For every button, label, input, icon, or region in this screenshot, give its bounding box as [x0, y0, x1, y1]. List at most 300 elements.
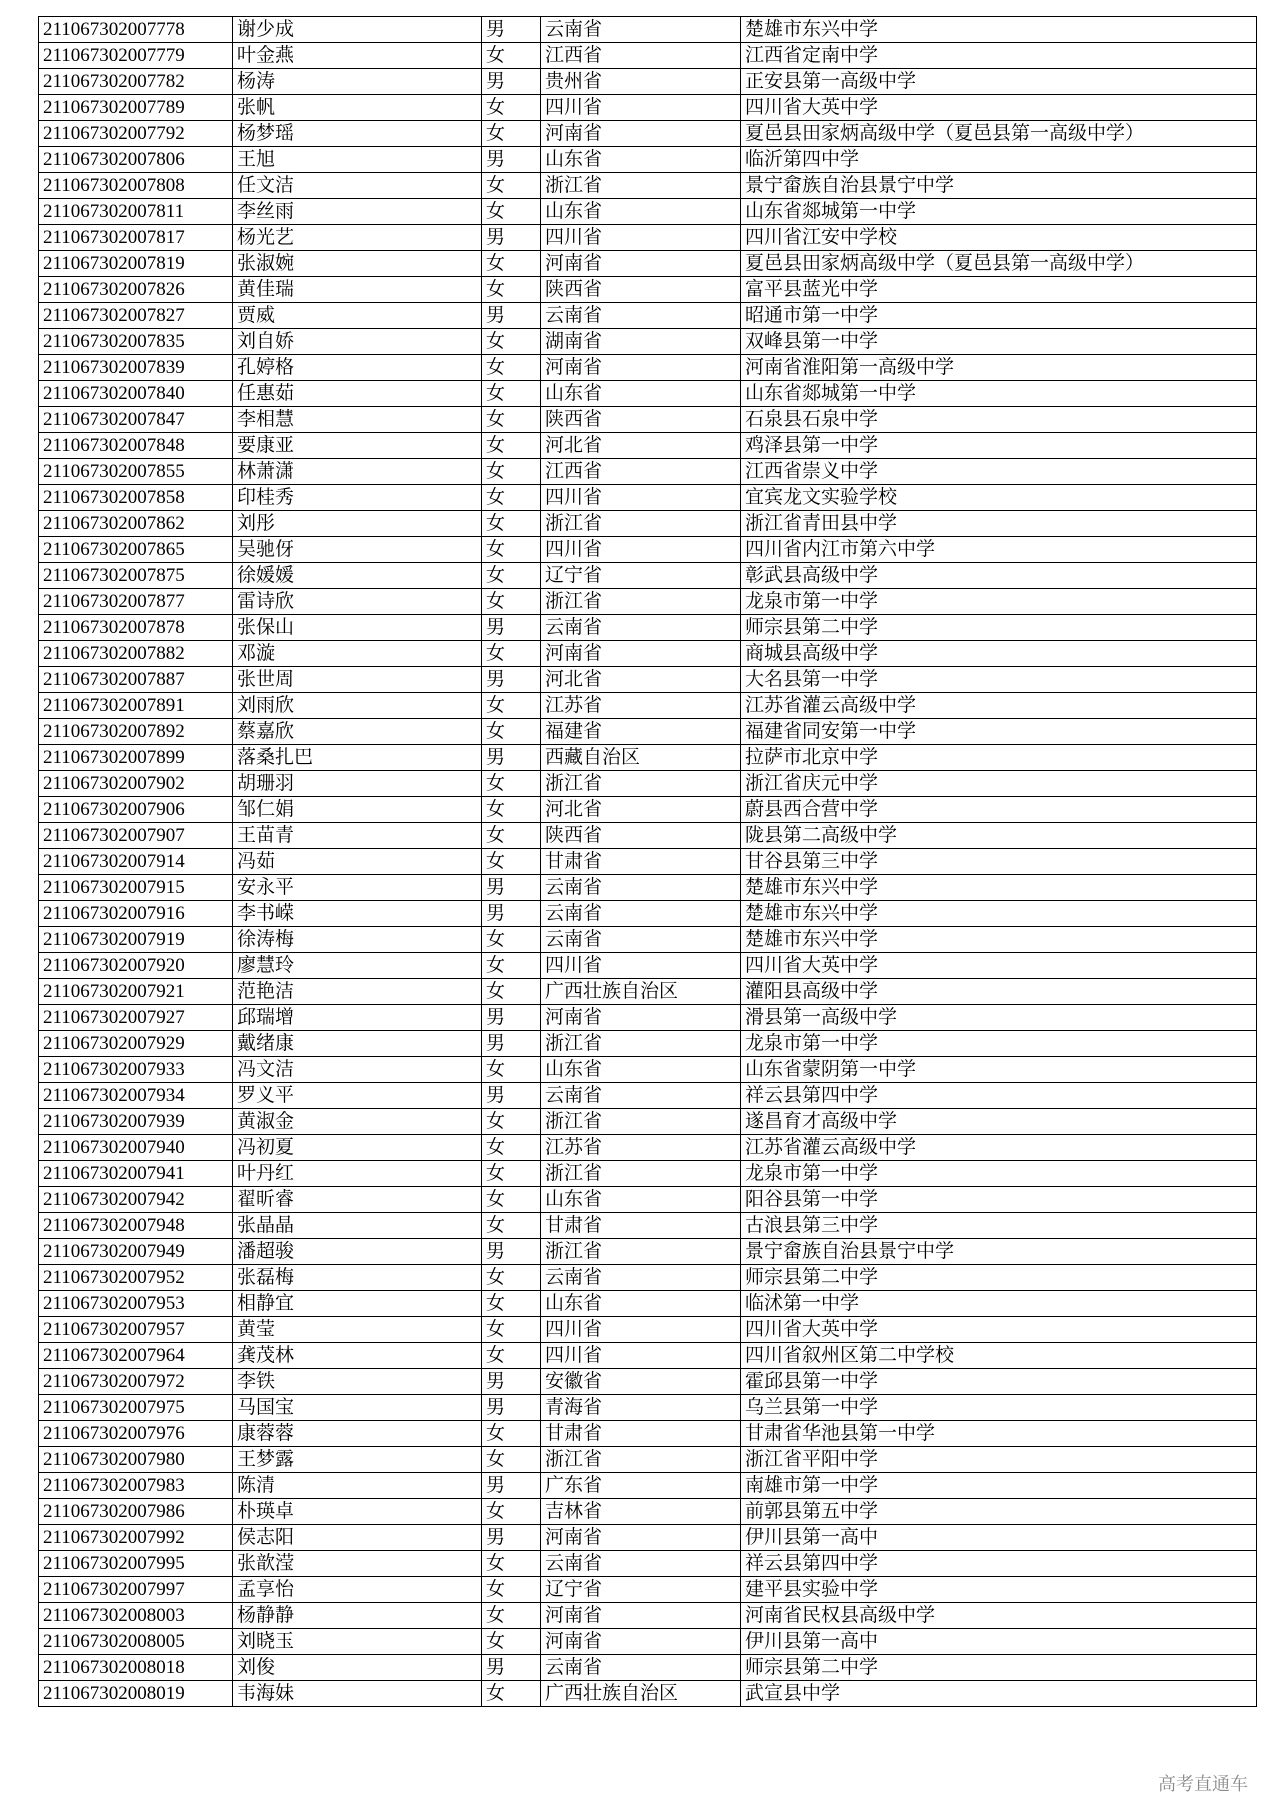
gender-cell: 女	[482, 849, 541, 875]
exam-number-cell: 211067302007855	[39, 459, 233, 485]
table-row	[39, 589, 1257, 615]
school-cell: 师宗县第二中学	[741, 1655, 1257, 1681]
gender-cell: 女	[482, 511, 541, 537]
exam-number-cell: 211067302007902	[39, 771, 233, 797]
name-cell: 李丝雨	[233, 199, 482, 225]
name-cell: 印桂秀	[233, 485, 482, 511]
name-cell: 翟昕睿	[233, 1187, 482, 1213]
exam-number-cell: 211067302007975	[39, 1395, 233, 1421]
exam-number-cell: 211067302007976	[39, 1421, 233, 1447]
name-cell: 李铁	[233, 1369, 482, 1395]
name-cell: 康蓉蓉	[233, 1421, 482, 1447]
province-cell: 河北省	[541, 797, 741, 823]
exam-number-cell: 211067302007778	[39, 17, 233, 43]
table-row	[39, 1395, 1257, 1421]
exam-number-cell: 211067302007847	[39, 407, 233, 433]
exam-number-cell: 211067302007826	[39, 277, 233, 303]
table-row	[39, 1525, 1257, 1551]
province-cell: 四川省	[541, 1317, 741, 1343]
gender-cell: 女	[482, 433, 541, 459]
province-cell: 河南省	[541, 1525, 741, 1551]
gender-cell: 女	[482, 693, 541, 719]
gender-cell: 女	[482, 563, 541, 589]
school-cell: 甘肃省华池县第一中学	[741, 1421, 1257, 1447]
exam-number-cell: 211067302007972	[39, 1369, 233, 1395]
school-cell: 彰武县高级中学	[741, 563, 1257, 589]
school-cell: 楚雄市东兴中学	[741, 901, 1257, 927]
school-cell: 夏邑县田家炳高级中学（夏邑县第一高级中学）	[741, 121, 1257, 147]
table-row	[39, 537, 1257, 563]
name-cell: 相静宜	[233, 1291, 482, 1317]
gender-cell: 女	[482, 1681, 541, 1707]
name-cell: 邓漩	[233, 641, 482, 667]
province-cell: 陕西省	[541, 407, 741, 433]
exam-number-cell: 211067302007949	[39, 1239, 233, 1265]
school-cell: 富平县蓝光中学	[741, 277, 1257, 303]
exam-number-cell: 211067302007942	[39, 1187, 233, 1213]
name-cell: 徐媛媛	[233, 563, 482, 589]
watermark-text: 高考直通车	[1158, 1774, 1248, 1795]
school-cell: 师宗县第二中学	[741, 1265, 1257, 1291]
gender-cell: 男	[482, 1369, 541, 1395]
school-cell: 河南省民权县高级中学	[741, 1603, 1257, 1629]
gender-cell: 女	[482, 251, 541, 277]
exam-number-cell: 211067302007934	[39, 1083, 233, 1109]
gender-cell: 女	[482, 1499, 541, 1525]
exam-number-cell: 211067302007948	[39, 1213, 233, 1239]
province-cell: 河北省	[541, 667, 741, 693]
province-cell: 河南省	[541, 1629, 741, 1655]
school-cell: 遂昌育才高级中学	[741, 1109, 1257, 1135]
province-cell: 云南省	[541, 927, 741, 953]
exam-number-cell: 211067302008005	[39, 1629, 233, 1655]
exam-number-cell: 211067302007839	[39, 355, 233, 381]
school-cell: 江苏省灌云高级中学	[741, 1135, 1257, 1161]
school-cell: 楚雄市东兴中学	[741, 875, 1257, 901]
province-cell: 浙江省	[541, 1239, 741, 1265]
table-row	[39, 901, 1257, 927]
gender-cell: 男	[482, 667, 541, 693]
table-row	[39, 1005, 1257, 1031]
gender-cell: 女	[482, 823, 541, 849]
table-row	[39, 225, 1257, 251]
school-cell: 阳谷县第一中学	[741, 1187, 1257, 1213]
name-cell: 张世周	[233, 667, 482, 693]
exam-number-cell: 211067302007817	[39, 225, 233, 251]
exam-number-cell: 211067302007782	[39, 69, 233, 95]
exam-number-cell: 211067302007862	[39, 511, 233, 537]
name-cell: 落桑扎巴	[233, 745, 482, 771]
table-row	[39, 849, 1257, 875]
table-row	[39, 199, 1257, 225]
table-row	[39, 979, 1257, 1005]
table-row	[39, 277, 1257, 303]
province-cell: 四川省	[541, 537, 741, 563]
name-cell: 黄莹	[233, 1317, 482, 1343]
table-row	[39, 1603, 1257, 1629]
province-cell: 浙江省	[541, 511, 741, 537]
gender-cell: 女	[482, 719, 541, 745]
province-cell: 辽宁省	[541, 563, 741, 589]
name-cell: 要康亚	[233, 433, 482, 459]
province-cell: 甘肃省	[541, 849, 741, 875]
school-cell: 福建省同安第一中学	[741, 719, 1257, 745]
table-row	[39, 719, 1257, 745]
table-row	[39, 1057, 1257, 1083]
exam-number-cell: 211067302007875	[39, 563, 233, 589]
table-row	[39, 1109, 1257, 1135]
gender-cell: 女	[482, 1447, 541, 1473]
table-row	[39, 1031, 1257, 1057]
gender-cell: 男	[482, 225, 541, 251]
exam-number-cell: 211067302007892	[39, 719, 233, 745]
exam-number-cell: 211067302007789	[39, 95, 233, 121]
gender-cell: 女	[482, 1135, 541, 1161]
exam-number-cell: 211067302007779	[39, 43, 233, 69]
province-cell: 江西省	[541, 43, 741, 69]
table-row	[39, 1681, 1257, 1707]
exam-number-cell: 211067302007986	[39, 1499, 233, 1525]
name-cell: 陈清	[233, 1473, 482, 1499]
table-row	[39, 1473, 1257, 1499]
name-cell: 谢少成	[233, 17, 482, 43]
exam-number-cell: 211067302007906	[39, 797, 233, 823]
school-cell: 宜宾龙文实验学校	[741, 485, 1257, 511]
table-row	[39, 1317, 1257, 1343]
province-cell: 浙江省	[541, 1161, 741, 1187]
school-cell: 南雄市第一中学	[741, 1473, 1257, 1499]
province-cell: 福建省	[541, 719, 741, 745]
name-cell: 黄佳瑞	[233, 277, 482, 303]
school-cell: 武宣县中学	[741, 1681, 1257, 1707]
name-cell: 邱瑞增	[233, 1005, 482, 1031]
exam-number-cell: 211067302007858	[39, 485, 233, 511]
name-cell: 张保山	[233, 615, 482, 641]
province-cell: 甘肃省	[541, 1421, 741, 1447]
exam-number-cell: 211067302007887	[39, 667, 233, 693]
table-row	[39, 1083, 1257, 1109]
name-cell: 张磊梅	[233, 1265, 482, 1291]
table-row	[39, 1291, 1257, 1317]
province-cell: 河北省	[541, 433, 741, 459]
exam-number-cell: 211067302007877	[39, 589, 233, 615]
school-cell: 四川省大英中学	[741, 1317, 1257, 1343]
table-row	[39, 1421, 1257, 1447]
table-row	[39, 95, 1257, 121]
name-cell: 任惠茹	[233, 381, 482, 407]
exam-number-cell: 211067302007997	[39, 1577, 233, 1603]
gender-cell: 男	[482, 615, 541, 641]
province-cell: 山东省	[541, 199, 741, 225]
gender-cell: 女	[482, 1187, 541, 1213]
gender-cell: 女	[482, 381, 541, 407]
school-cell: 龙泉市第一中学	[741, 1031, 1257, 1057]
gender-cell: 女	[482, 797, 541, 823]
table-row	[39, 433, 1257, 459]
gender-cell: 女	[482, 1577, 541, 1603]
gender-cell: 男	[482, 875, 541, 901]
gender-cell: 女	[482, 1291, 541, 1317]
school-cell: 蔚县西合营中学	[741, 797, 1257, 823]
table-row	[39, 1239, 1257, 1265]
gender-cell: 女	[482, 1057, 541, 1083]
name-cell: 杨涛	[233, 69, 482, 95]
gender-cell: 女	[482, 1109, 541, 1135]
name-cell: 冯初夏	[233, 1135, 482, 1161]
table-row	[39, 407, 1257, 433]
school-cell: 双峰县第一中学	[741, 329, 1257, 355]
name-cell: 王梦露	[233, 1447, 482, 1473]
school-cell: 乌兰县第一中学	[741, 1395, 1257, 1421]
name-cell: 李书嵘	[233, 901, 482, 927]
province-cell: 山东省	[541, 381, 741, 407]
province-cell: 河南省	[541, 1603, 741, 1629]
name-cell: 叶丹红	[233, 1161, 482, 1187]
school-cell: 江西省崇义中学	[741, 459, 1257, 485]
school-cell: 楚雄市东兴中学	[741, 927, 1257, 953]
exam-number-cell: 211067302007992	[39, 1525, 233, 1551]
gender-cell: 男	[482, 69, 541, 95]
table-row	[39, 771, 1257, 797]
province-cell: 浙江省	[541, 771, 741, 797]
exam-number-cell: 211067302008019	[39, 1681, 233, 1707]
school-cell: 灌阳县高级中学	[741, 979, 1257, 1005]
table-row	[39, 1213, 1257, 1239]
province-cell: 云南省	[541, 1655, 741, 1681]
gender-cell: 女	[482, 927, 541, 953]
school-cell: 夏邑县田家炳高级中学（夏邑县第一高级中学）	[741, 251, 1257, 277]
school-cell: 龙泉市第一中学	[741, 1161, 1257, 1187]
table-row	[39, 121, 1257, 147]
exam-number-cell: 211067302007957	[39, 1317, 233, 1343]
table-row	[39, 69, 1257, 95]
school-cell: 商城县高级中学	[741, 641, 1257, 667]
table-row	[39, 797, 1257, 823]
exam-number-cell: 211067302007964	[39, 1343, 233, 1369]
province-cell: 湖南省	[541, 329, 741, 355]
province-cell: 山东省	[541, 1057, 741, 1083]
name-cell: 廖慧玲	[233, 953, 482, 979]
gender-cell: 女	[482, 1161, 541, 1187]
school-cell: 龙泉市第一中学	[741, 589, 1257, 615]
province-cell: 河南省	[541, 641, 741, 667]
table-row	[39, 641, 1257, 667]
school-cell: 建平县实验中学	[741, 1577, 1257, 1603]
name-cell: 刘自娇	[233, 329, 482, 355]
gender-cell: 女	[482, 459, 541, 485]
gender-cell: 女	[482, 1213, 541, 1239]
table-row	[39, 823, 1257, 849]
exam-number-cell: 211067302007808	[39, 173, 233, 199]
name-cell: 刘彤	[233, 511, 482, 537]
exam-number-cell: 211067302007907	[39, 823, 233, 849]
exam-number-cell: 211067302007929	[39, 1031, 233, 1057]
province-cell: 云南省	[541, 17, 741, 43]
school-cell: 浙江省青田县中学	[741, 511, 1257, 537]
province-cell: 浙江省	[541, 1447, 741, 1473]
province-cell: 浙江省	[541, 589, 741, 615]
name-cell: 杨梦瑶	[233, 121, 482, 147]
school-cell: 甘谷县第三中学	[741, 849, 1257, 875]
name-cell: 叶金燕	[233, 43, 482, 69]
table-row	[39, 927, 1257, 953]
school-cell: 临沂第四中学	[741, 147, 1257, 173]
name-cell: 侯志阳	[233, 1525, 482, 1551]
table-row	[39, 1577, 1257, 1603]
exam-number-cell: 211067302007835	[39, 329, 233, 355]
name-cell: 马国宝	[233, 1395, 482, 1421]
exam-number-cell: 211067302008003	[39, 1603, 233, 1629]
table-row	[39, 251, 1257, 277]
gender-cell: 女	[482, 173, 541, 199]
exam-number-cell: 211067302007915	[39, 875, 233, 901]
table-row	[39, 1161, 1257, 1187]
name-cell: 杨光艺	[233, 225, 482, 251]
school-cell: 祥云县第四中学	[741, 1083, 1257, 1109]
exam-number-cell: 211067302007891	[39, 693, 233, 719]
exam-number-cell: 211067302007980	[39, 1447, 233, 1473]
name-cell: 罗义平	[233, 1083, 482, 1109]
school-cell: 祥云县第四中学	[741, 1551, 1257, 1577]
exam-number-cell: 211067302007952	[39, 1265, 233, 1291]
table-row	[39, 667, 1257, 693]
school-cell: 四川省叙州区第二中学校	[741, 1343, 1257, 1369]
gender-cell: 女	[482, 485, 541, 511]
name-cell: 冯茹	[233, 849, 482, 875]
province-cell: 四川省	[541, 953, 741, 979]
table-row	[39, 1629, 1257, 1655]
gender-cell: 男	[482, 1239, 541, 1265]
exam-number-cell: 211067302007941	[39, 1161, 233, 1187]
exam-number-cell: 211067302007916	[39, 901, 233, 927]
name-cell: 范艳洁	[233, 979, 482, 1005]
student-list-body	[39, 17, 1257, 1707]
gender-cell: 男	[482, 17, 541, 43]
exam-number-cell: 211067302007811	[39, 199, 233, 225]
province-cell: 云南省	[541, 303, 741, 329]
table-row	[39, 953, 1257, 979]
gender-cell: 女	[482, 641, 541, 667]
province-cell: 浙江省	[541, 1109, 741, 1135]
school-cell: 河南省淮阳第一高级中学	[741, 355, 1257, 381]
province-cell: 山东省	[541, 1291, 741, 1317]
exam-number-cell: 211067302007995	[39, 1551, 233, 1577]
table-row	[39, 17, 1257, 43]
name-cell: 王旭	[233, 147, 482, 173]
gender-cell: 女	[482, 1265, 541, 1291]
province-cell: 陕西省	[541, 823, 741, 849]
province-cell: 吉林省	[541, 1499, 741, 1525]
province-cell: 广东省	[541, 1473, 741, 1499]
gender-cell: 女	[482, 1629, 541, 1655]
gender-cell: 女	[482, 1317, 541, 1343]
exam-number-cell: 211067302007848	[39, 433, 233, 459]
province-cell: 辽宁省	[541, 1577, 741, 1603]
province-cell: 西藏自治区	[541, 745, 741, 771]
name-cell: 胡珊羽	[233, 771, 482, 797]
exam-number-cell: 211067302007878	[39, 615, 233, 641]
province-cell: 河南省	[541, 121, 741, 147]
table-row	[39, 147, 1257, 173]
gender-cell: 女	[482, 329, 541, 355]
table-row	[39, 563, 1257, 589]
exam-number-cell: 211067302007819	[39, 251, 233, 277]
gender-cell: 女	[482, 589, 541, 615]
school-cell: 山东省郯城第一中学	[741, 381, 1257, 407]
province-cell: 贵州省	[541, 69, 741, 95]
exam-number-cell: 211067302007921	[39, 979, 233, 1005]
province-cell: 江苏省	[541, 1135, 741, 1161]
gender-cell: 女	[482, 43, 541, 69]
school-cell: 正安县第一高级中学	[741, 69, 1257, 95]
exam-number-cell: 211067302007882	[39, 641, 233, 667]
province-cell: 甘肃省	[541, 1213, 741, 1239]
province-cell: 江西省	[541, 459, 741, 485]
province-cell: 四川省	[541, 225, 741, 251]
school-cell: 楚雄市东兴中学	[741, 17, 1257, 43]
school-cell: 山东省蒙阴第一中学	[741, 1057, 1257, 1083]
table-row	[39, 43, 1257, 69]
table-row	[39, 1343, 1257, 1369]
province-cell: 云南省	[541, 875, 741, 901]
name-cell: 冯文洁	[233, 1057, 482, 1083]
gender-cell: 女	[482, 355, 541, 381]
school-cell: 霍邱县第一中学	[741, 1369, 1257, 1395]
name-cell: 林萧潇	[233, 459, 482, 485]
name-cell: 刘俊	[233, 1655, 482, 1681]
name-cell: 邹仁娟	[233, 797, 482, 823]
table-row	[39, 511, 1257, 537]
table-row	[39, 875, 1257, 901]
gender-cell: 男	[482, 1083, 541, 1109]
school-cell: 石泉县石泉中学	[741, 407, 1257, 433]
gender-cell: 女	[482, 953, 541, 979]
name-cell: 韦海妹	[233, 1681, 482, 1707]
province-cell: 四川省	[541, 1343, 741, 1369]
school-cell: 四川省内江市第六中学	[741, 537, 1257, 563]
province-cell: 河南省	[541, 355, 741, 381]
school-cell: 四川省大英中学	[741, 95, 1257, 121]
gender-cell: 女	[482, 277, 541, 303]
gender-cell: 男	[482, 303, 541, 329]
gender-cell: 女	[482, 979, 541, 1005]
name-cell: 李相慧	[233, 407, 482, 433]
school-cell: 大名县第一中学	[741, 667, 1257, 693]
table-row	[39, 1551, 1257, 1577]
school-cell: 陇县第二高级中学	[741, 823, 1257, 849]
exam-number-cell: 211067302007919	[39, 927, 233, 953]
name-cell: 孔婷格	[233, 355, 482, 381]
table-row	[39, 303, 1257, 329]
exam-number-cell: 211067302007840	[39, 381, 233, 407]
name-cell: 安永平	[233, 875, 482, 901]
province-cell: 广西壮族自治区	[541, 979, 741, 1005]
table-row	[39, 1369, 1257, 1395]
province-cell: 云南省	[541, 901, 741, 927]
table-row	[39, 1265, 1257, 1291]
gender-cell: 女	[482, 1551, 541, 1577]
name-cell: 刘晓玉	[233, 1629, 482, 1655]
exam-number-cell: 211067302007914	[39, 849, 233, 875]
table-row	[39, 1655, 1257, 1681]
province-cell: 云南省	[541, 1265, 741, 1291]
province-cell: 山东省	[541, 147, 741, 173]
name-cell: 朴瑛卓	[233, 1499, 482, 1525]
province-cell: 陕西省	[541, 277, 741, 303]
exam-number-cell: 211067302007939	[39, 1109, 233, 1135]
gender-cell: 女	[482, 771, 541, 797]
gender-cell: 女	[482, 121, 541, 147]
